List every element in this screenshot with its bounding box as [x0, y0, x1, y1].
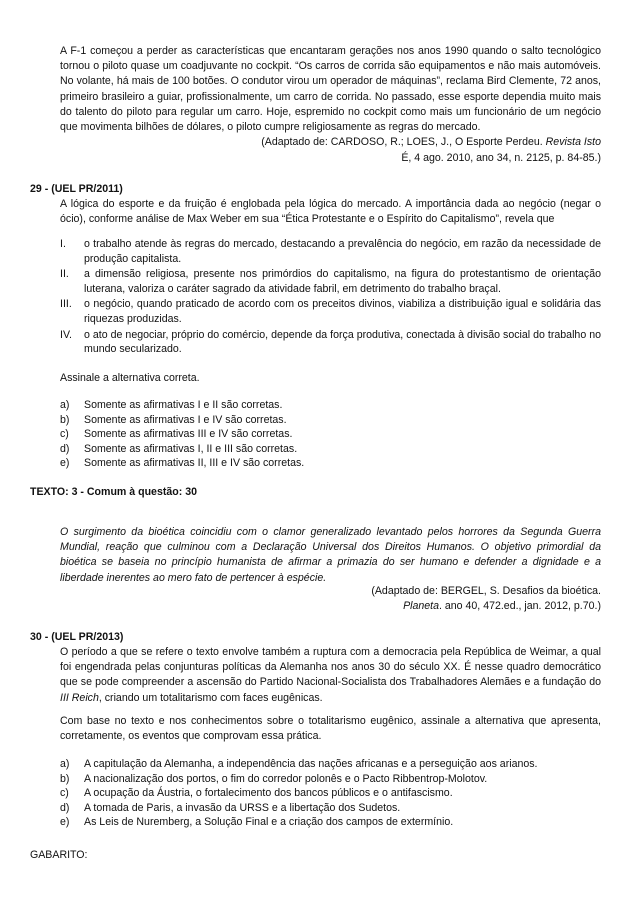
question-30-stem [60, 645, 601, 706]
option-item [60, 456, 601, 471]
gabarito-label: GABARITO: [30, 849, 88, 861]
option-marker: b) [60, 413, 70, 426]
question-29-prompt: Assinale a alternativa correta. [60, 372, 200, 384]
option-item [60, 427, 601, 442]
statement-item [60, 267, 601, 296]
option-item [60, 815, 601, 830]
intro-source-text: (Adaptado de: CARDOSO, R.; LOES, J., O Esporte Perdeu. [261, 136, 543, 148]
option-text: A nacionalização dos portos, o fim do corredor polonês e o Pacto Ribbentrop-Molotov. [84, 772, 488, 785]
question-30-prompt: Com base no texto e nos conhecimentos sobre o totalitarismo eugênico, assinale a alternativa que apresenta, corretamente, os eventos que comprovam essa prática. [60, 715, 601, 743]
texto-3-header: TEXTO: 3 - Comum à questão: 30 [30, 486, 197, 498]
statement-item [60, 297, 601, 326]
option-item [60, 442, 601, 457]
option-text: A ocupação da Áustria, o fortalecimento dos bancos públicos e o antifascismo. [84, 787, 453, 800]
option-item [60, 801, 601, 816]
option-marker: e) [60, 457, 70, 470]
statement-text: o ato de negociar, próprio do comércio, depende da força produtiva, conectada à divisão social do trabalho no mundo secularizado. [84, 328, 601, 356]
intro-source-line-1 [60, 135, 601, 150]
texto-3-source-line-2 [60, 599, 601, 614]
question-29-statements [60, 237, 601, 358]
texto-3-source-journal: Planeta [403, 600, 440, 612]
statement-marker: I. [60, 238, 66, 250]
question-30-options [60, 757, 601, 830]
intro-paragraph: A F-1 começou a perder as características que encantaram gerações nos anos 1990 quando o salto tecnológico tornou o piloto quase um coadjuvante no cockpit. “Os carros de corrida são equipamentos e não mais automóveis. No volante, há mais de 100 botões. O condutor virou um operador de máquinas”, reclama Bird Clemente, 72 anos, primeiro brasileiro a guiar, profissionalmente, um carro de corrida. No passado, esse esporte dependia muito mais do talento do piloto para regular um carro. Hoje, espremido no cockpit como mais um funcionário de um negócio que movimenta bilhões de dólares, o piloto cumpre religiosamente as regras do mercado. [60, 45, 601, 134]
option-text: Somente as afirmativas I e II são corretas. [84, 399, 283, 411]
option-text: Somente as afirmativas III e IV são corretas. [84, 428, 293, 441]
option-item [60, 757, 601, 772]
texto-3-source-line-1: (Adaptado de: BERGEL, S. Desafios da bioética. [371, 585, 601, 597]
option-marker: d) [60, 442, 70, 455]
statement-text: o trabalho atende às regras do mercado, destacando a prevalência do negócio, em razão da necessidade de produção capitalista. [84, 238, 601, 265]
statement-item [60, 237, 601, 266]
option-marker: a) [60, 758, 70, 770]
statement-text: a dimensão religiosa, presente nos primórdios do capitalismo, na figura do protestantismo de orientação luterana, valoriza o caráter sagrado da atividade fabril, em detrimento do trabalho braçal. [84, 268, 601, 295]
question-29-options [60, 398, 601, 471]
question-30-header: 30 - (UEL PR/2013) [30, 631, 124, 643]
option-marker: d) [60, 801, 70, 814]
question-30-stem-part-2: , criando um totalitarismo com faces eugênicas. [98, 691, 323, 704]
intro-source-journal: Revista Isto [545, 136, 601, 148]
option-marker: e) [60, 816, 70, 829]
option-text: A capitulação da Alemanha, a independência das nações africanas e a perseguição aos arianos. [84, 758, 538, 770]
question-30-stem-italic: III Reich [60, 691, 99, 704]
statement-marker: IV. [60, 328, 72, 341]
option-marker: a) [60, 399, 70, 411]
question-30-stem-part-1: O período a que se refere o texto envolve também a ruptura com a democracia pela República de Weimar, a qual foi engendrada pelas conjunturas políticas da Alemanha nos anos 30 do século XX. É nesse quadro democrático que se pode compreender a ascensão do Partido Nacional-Socialista dos Trabalhadores Alemães e a fundação do [60, 646, 601, 689]
option-text: Somente as afirmativas I, II e III são corretas. [84, 442, 298, 455]
intro-source-line-2: É, 4 ago. 2010, ano 34, n. 2125, p. 84-85.) [401, 152, 601, 164]
statement-text: o negócio, quando praticado de acordo com os preceitos divinos, viabiliza a distribuição igual e solidária das riquezas produzidas. [84, 298, 601, 325]
option-text: As Leis de Nuremberg, a Solução Final e a criação dos campos de extermínio. [84, 816, 454, 829]
question-29-stem: A lógica do esporte e da fruição é englobada pela lógica do mercado. A importância dada ao negócio (negar o ócio), conforme análise de Max Weber em sua “Ética Protestante e o Espírito do Capitalismo”, revela que [60, 198, 601, 226]
option-item [60, 398, 601, 413]
option-marker: b) [60, 772, 70, 785]
option-item [60, 786, 601, 801]
option-item [60, 413, 601, 428]
question-29-header: 29 - (UEL PR/2011) [30, 183, 123, 195]
statement-item [60, 328, 601, 357]
texto-3-source-rest: . ano 40, 472.ed., jan. 2012, p.70.) [439, 600, 601, 612]
option-text: Somente as afirmativas I e IV são corretas. [84, 413, 287, 426]
option-item [60, 772, 601, 787]
statement-marker: III. [60, 298, 72, 311]
option-text: Somente as afirmativas II, III e IV são corretas. [84, 457, 305, 470]
option-text: A tomada de Paris, a invasão da URSS e a libertação dos Sudetos. [84, 801, 401, 814]
option-marker: c) [60, 787, 69, 800]
statement-marker: II. [60, 268, 69, 281]
texto-3-quote: O surgimento da bioética coincidiu com o clamor generalizado levantado pelos horrores da Segunda Guerra Mundial, reação que culminou com a Declaração Universal dos Direitos Humanos. O objetivo primordial da bioética se baseia no princípio humanista de afirmar a primazia do ser humano e defender a dignidade e a liberdade inerentes ao mero fato de pertencer à espécie. [60, 526, 601, 584]
option-marker: c) [60, 428, 69, 441]
